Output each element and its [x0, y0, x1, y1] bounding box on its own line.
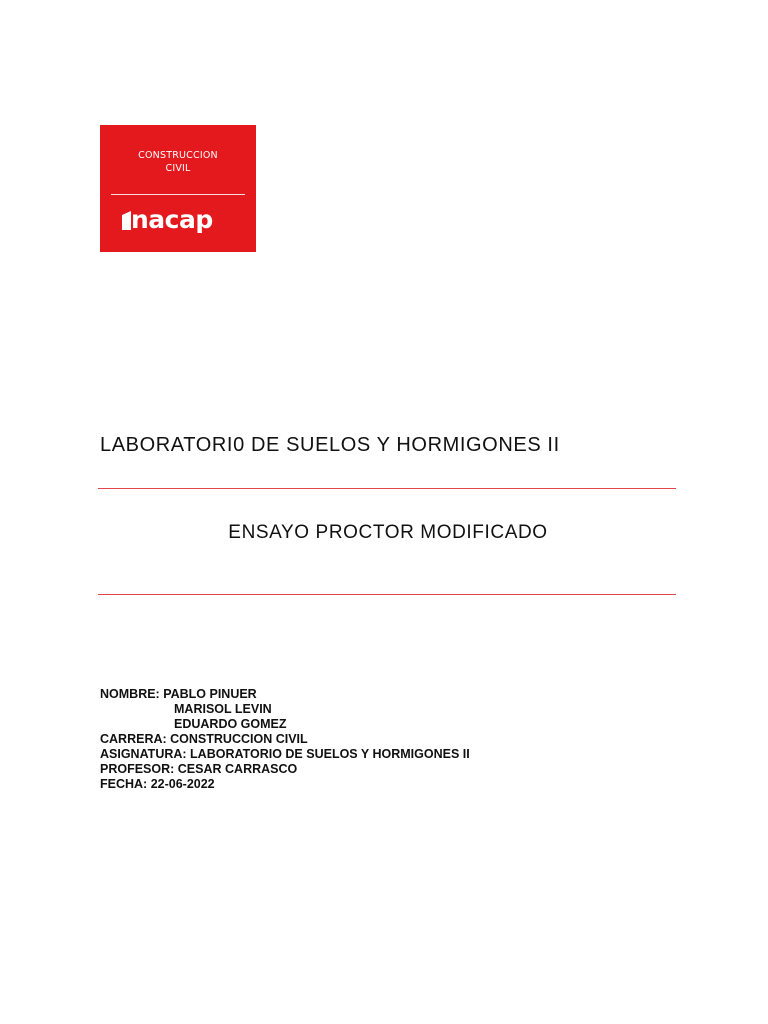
- info-nombre-2: MARISOL LEVIN: [174, 702, 272, 716]
- subtitle-divider: [98, 594, 676, 595]
- title-divider: [98, 488, 676, 489]
- logo-subtitle-line1: CONSTRUCCION: [138, 150, 218, 161]
- info-profesor: PROFESOR: CESAR CARRASCO: [100, 762, 298, 776]
- inacap-mark-icon: [122, 211, 131, 230]
- logo-divider: [111, 194, 245, 195]
- logo-wordmark: nacap: [131, 205, 213, 234]
- inacap-logo: [100, 125, 256, 252]
- document-title: LABORATORI0 DE SUELOS Y HORMIGONES II: [100, 434, 560, 456]
- logo-subtitle-line2: CIVIL: [165, 163, 191, 174]
- info-fecha: FECHA: 22-06-2022: [100, 777, 215, 791]
- info-asignatura: ASIGNATURA: LABORATORIO DE SUELOS Y HORMIGONES II: [100, 747, 470, 761]
- logo-subtitle: [100, 149, 256, 175]
- document-subtitle: ENSAYO PROCTOR MODIFICADO: [228, 522, 548, 543]
- info-nombre-3: EDUARDO GOMEZ: [174, 717, 287, 731]
- info-nombre: NOMBRE: PABLO PINUER: [100, 687, 257, 701]
- info-carrera: CARRERA: CONSTRUCCION CIVIL: [100, 732, 308, 746]
- student-info-block: [100, 687, 470, 792]
